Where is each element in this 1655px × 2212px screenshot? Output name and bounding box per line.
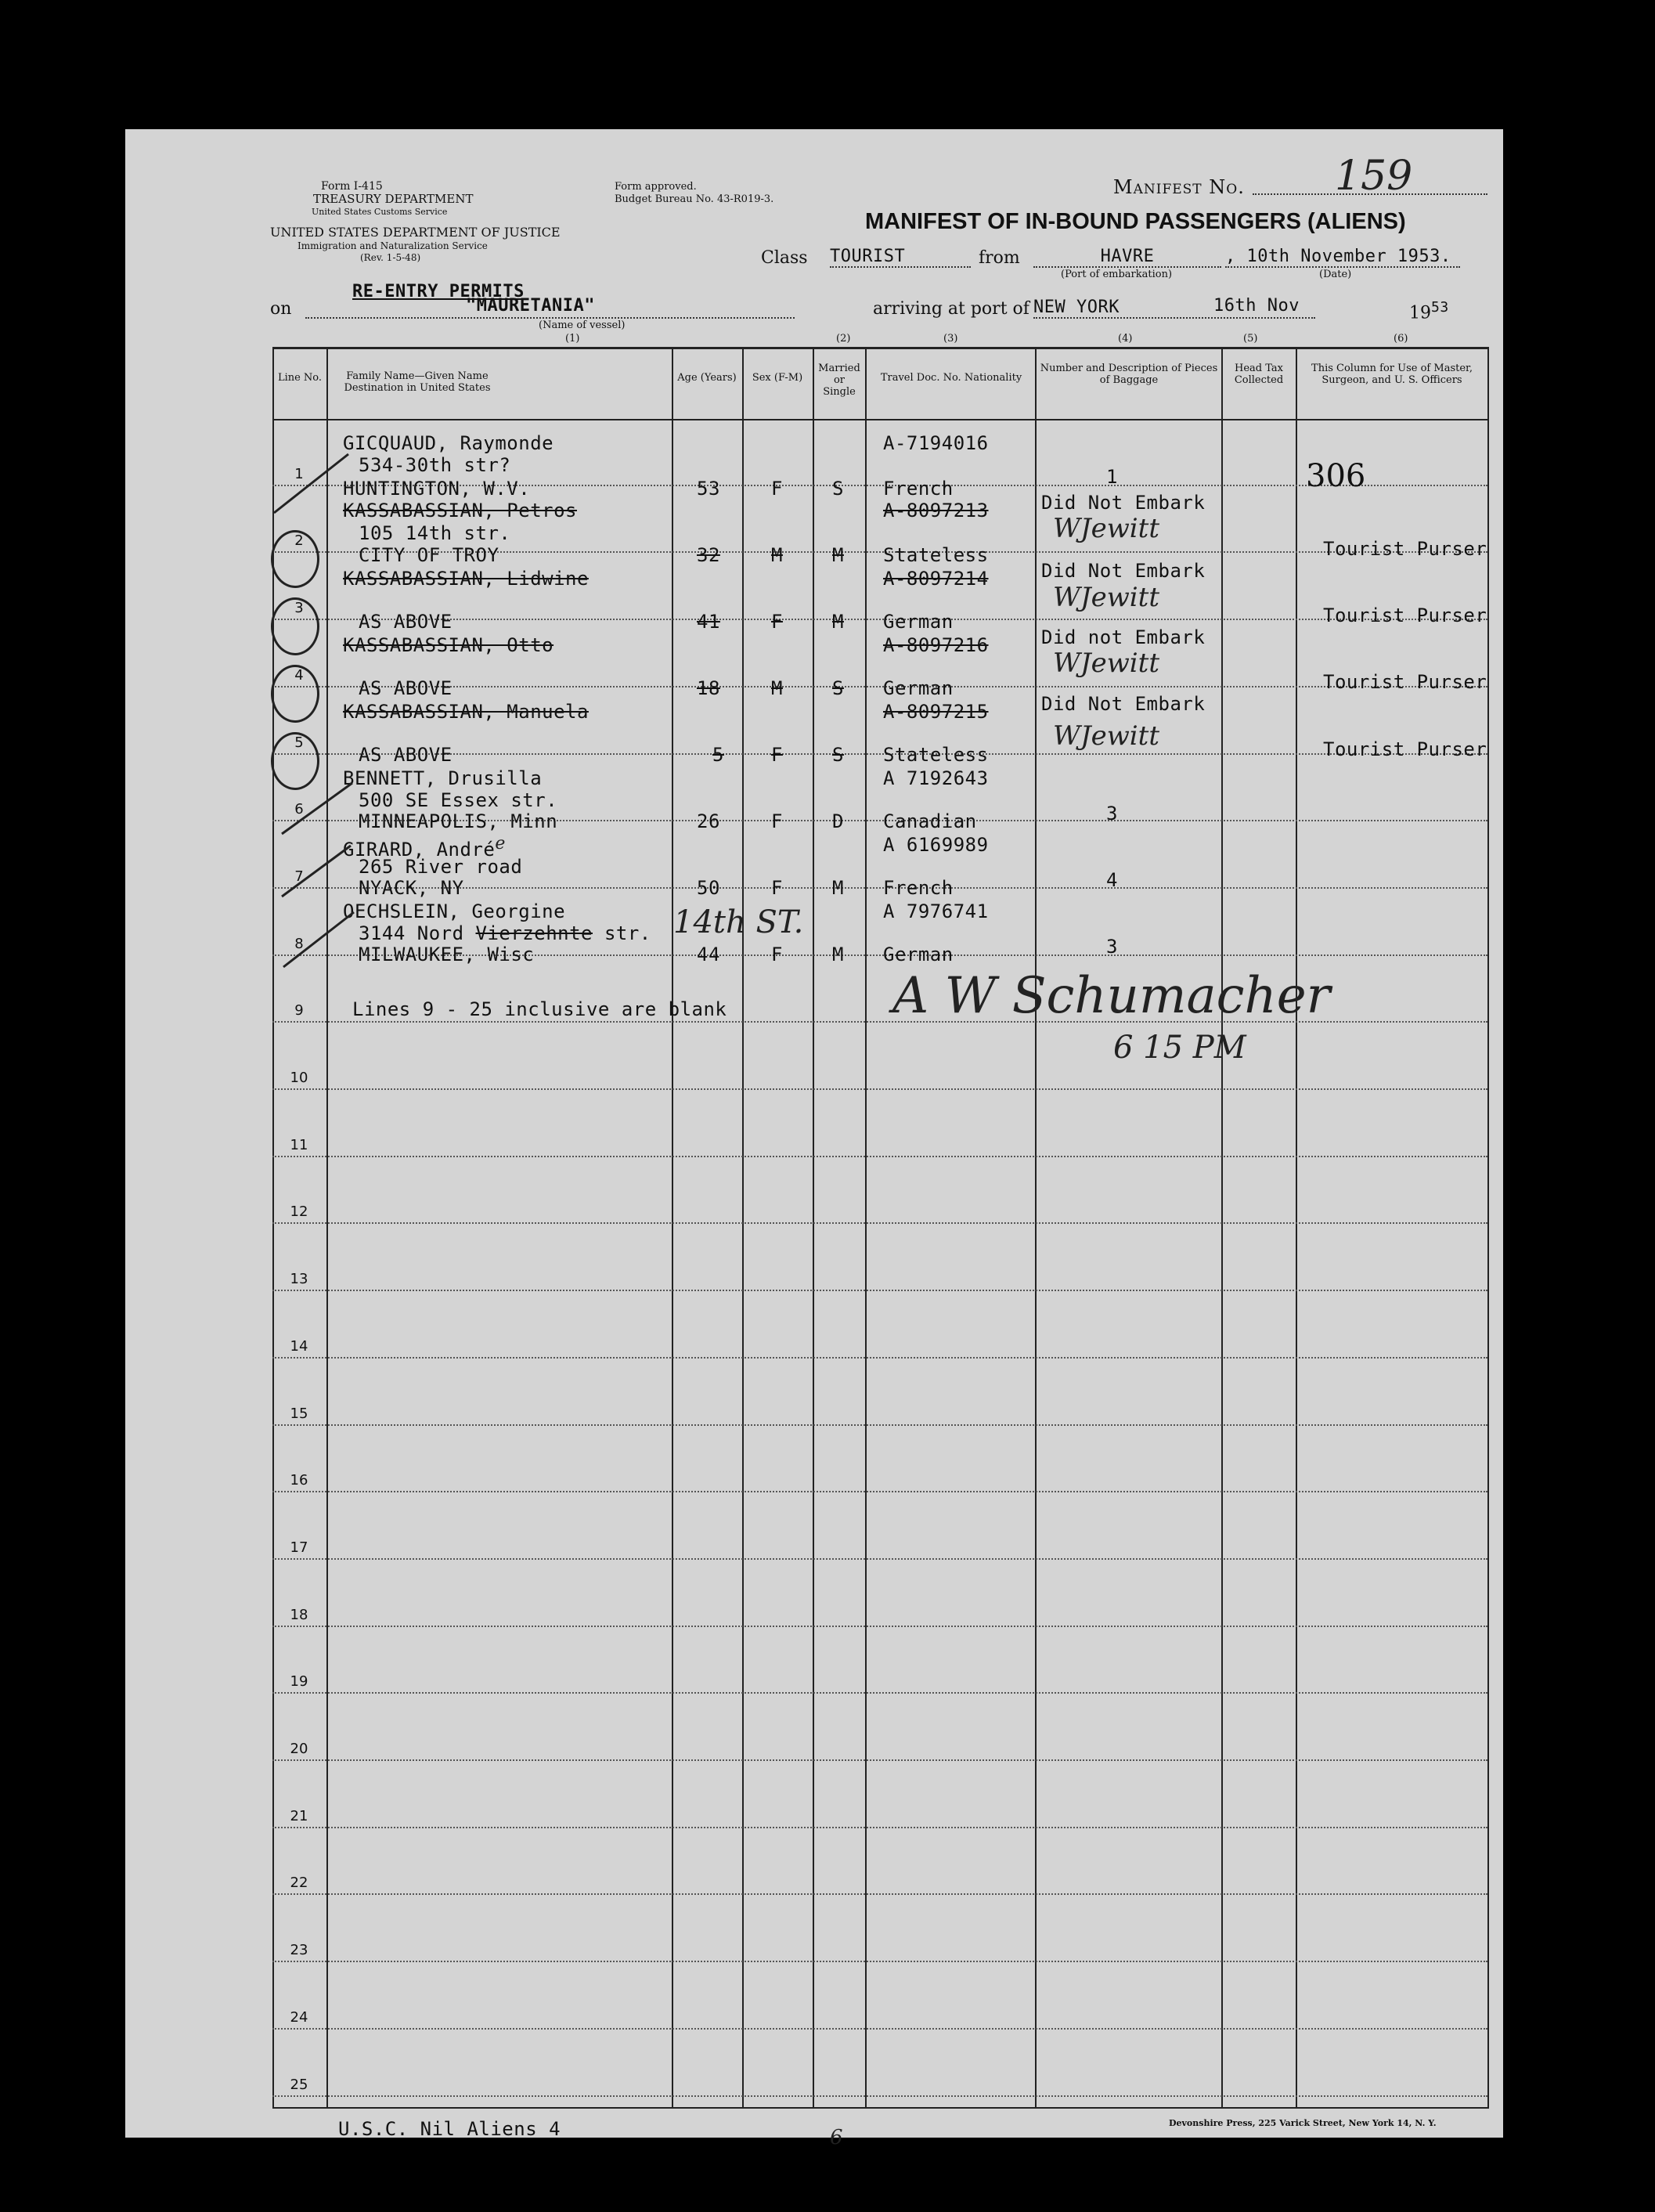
- row-6-sex: F: [771, 810, 783, 832]
- row-separator: [272, 686, 1487, 687]
- line-number: 2: [294, 532, 304, 550]
- row-4-sex: M: [771, 677, 783, 699]
- line-number: 4: [294, 666, 304, 684]
- row-5-married: S: [832, 744, 844, 766]
- row-1-destination: HUNTINGTON, W.V.: [343, 478, 531, 500]
- col-rule: [1296, 347, 1297, 2109]
- row-separator: [272, 1088, 1487, 1090]
- col-rule: [1035, 347, 1037, 2109]
- line-number: 13: [290, 1271, 308, 1288]
- row-8-addr-struck: Vierzehnte: [475, 922, 593, 944]
- re-entry-permits: RE-ENTRY PERMITS: [352, 282, 525, 301]
- header-bottom-rule: [272, 419, 1487, 420]
- row-7-nationality: French: [883, 877, 954, 899]
- row-1-age: 53: [697, 478, 720, 500]
- row-4-baggage: Did not Embark: [1041, 626, 1206, 648]
- row-2-officer: Tourist Purser: [1323, 538, 1487, 560]
- table-bottom-rule: [272, 2107, 1487, 2109]
- row-separator: [272, 1759, 1487, 1761]
- date-year: 53: [1419, 247, 1440, 266]
- row-2-doc: A-8097213: [883, 500, 989, 521]
- row-4-destination: AS ABOVE: [359, 677, 453, 699]
- footer-mark: 6: [830, 2126, 843, 2149]
- line-number: 9: [294, 1002, 304, 1019]
- line-number: 11: [290, 1136, 308, 1153]
- manifest-page: [125, 129, 1503, 2149]
- row-separator: [272, 1357, 1487, 1359]
- line-number: 3: [294, 600, 304, 617]
- row-2-initials: WJewitt: [1053, 513, 1159, 544]
- line-number: 14: [290, 1337, 308, 1355]
- col-num-6: (6): [1394, 333, 1408, 345]
- col-header-name: Family Name—Given Name Destination in United States: [344, 370, 491, 394]
- row-8-destination: MILWAUKEE, Wisc: [359, 944, 535, 965]
- row-5-nationality: Stateless: [883, 744, 989, 766]
- footer-note: U.S.C. Nil Aliens 4: [338, 2118, 561, 2140]
- line-number: 5: [294, 734, 304, 751]
- row-1-address: 534-30th str?: [359, 454, 511, 476]
- row-7-address: 265 River road: [359, 856, 523, 878]
- dept-treasury: TREASURY DEPARTMENT: [313, 192, 474, 206]
- col-num-2: (2): [836, 333, 851, 345]
- signature-time: 6 15 PM: [1113, 1030, 1246, 1066]
- row-2-age: 32: [697, 544, 720, 566]
- row-2-destination: CITY OF TROY: [359, 544, 499, 566]
- line-number: 19: [290, 1673, 308, 1691]
- signature: A W Schumacher: [892, 967, 1331, 1025]
- revision: (Rev. 1-5-48): [360, 252, 421, 263]
- row-1-officer: 306: [1306, 458, 1366, 494]
- table-top-rule: [272, 347, 1487, 349]
- year-suffix: 53: [1431, 299, 1449, 316]
- row-8-addr-keep: Nord: [416, 922, 464, 944]
- row-6-name: BENNETT, Drusilla: [343, 767, 543, 789]
- vessel-line: [305, 317, 795, 319]
- row-2-nationality: Stateless: [883, 544, 989, 566]
- date-text: 10th November 19: [1246, 247, 1419, 266]
- row-separator: [272, 1222, 1487, 1224]
- line-number: 22: [290, 1875, 308, 1892]
- from-label: from: [979, 248, 1020, 268]
- row-6-age: 26: [697, 810, 720, 832]
- line-number: 1: [294, 465, 304, 482]
- row-4-name: KASSABASSIAN, Otto: [343, 634, 554, 656]
- row-4-age: 18: [697, 677, 720, 699]
- row-2-name: KASSABASSIAN, Petros: [343, 500, 577, 521]
- class-value: TOURIST: [830, 247, 971, 268]
- row-8-address: [359, 922, 651, 944]
- from-value: HAVRE: [1033, 247, 1221, 268]
- col-header-headtax: Head Tax Collected: [1234, 363, 1284, 386]
- row-separator: [272, 1290, 1487, 1291]
- line-number: 24: [290, 2008, 308, 2026]
- row-separator: [272, 1156, 1487, 1157]
- check-mark-8: [283, 912, 354, 967]
- check-mark-6: [282, 783, 352, 834]
- row-1-sex: F: [771, 478, 783, 500]
- line-number: 20: [290, 1741, 308, 1757]
- col-rule: [813, 347, 814, 2109]
- row-6-destination: MINNEAPOLIS, Minn: [359, 810, 558, 832]
- row-2-married: M: [832, 544, 844, 566]
- row-3-destination: AS ABOVE: [359, 611, 453, 633]
- line-number: 25: [290, 2076, 308, 2093]
- row-5-officer: Tourist Purser: [1323, 738, 1487, 760]
- row-2-address: 105 14th str.: [359, 522, 511, 544]
- row-8-doc: A 7976741: [883, 900, 989, 922]
- col-header-age: Age (Years): [677, 372, 737, 384]
- row-5-name: KASSABASSIAN, Manuela: [343, 701, 589, 723]
- col-num-4: (4): [1118, 333, 1133, 345]
- col-header-sex: Sex (F-M): [752, 372, 803, 384]
- row-6-nationality: Canadian: [883, 810, 977, 832]
- row-8-sex: F: [771, 944, 783, 965]
- row-6-married: D: [832, 810, 844, 832]
- col-rule: [1221, 347, 1223, 2109]
- line-number: 17: [290, 1539, 308, 1556]
- on-label: on: [270, 299, 292, 319]
- row-7-name-hand: e: [495, 834, 506, 853]
- line-number: 16: [290, 1472, 308, 1489]
- line-number: 15: [290, 1405, 308, 1422]
- row-separator: [272, 619, 1487, 620]
- row-separator: [272, 1961, 1487, 1962]
- col-num-3: (3): [943, 333, 958, 345]
- row-separator: [272, 1558, 1487, 1560]
- page-title: MANIFEST OF IN-BOUND PASSENGERS (ALIENS): [865, 209, 1406, 234]
- row-8-addr-num: 3144: [359, 922, 406, 944]
- row-separator: [272, 1827, 1487, 1828]
- row-6-doc: A 7192643: [883, 767, 989, 789]
- row-3-name: KASSABASSIAN, Lidwine: [343, 568, 589, 590]
- row-separator: [272, 1692, 1487, 1694]
- row-8-addr-end: str.: [604, 922, 651, 944]
- date-value: , 10th November 1953.: [1225, 247, 1460, 268]
- row-5-destination: AS ABOVE: [359, 744, 453, 766]
- row-separator: [272, 1491, 1487, 1492]
- col-num-5: (5): [1243, 333, 1258, 345]
- row-8-baggage: 3: [1106, 936, 1118, 958]
- row-6-baggage: 3: [1106, 803, 1118, 825]
- row-3-officer: Tourist Purser: [1323, 604, 1487, 626]
- row-5-age: 5: [712, 744, 724, 766]
- row-1-baggage: 1: [1106, 466, 1118, 488]
- row-8-addr-hand: 14th ST.: [673, 904, 804, 940]
- row-8-age: 44: [697, 944, 720, 965]
- check-mark-7: [282, 846, 351, 897]
- printer-credit: Devonshire Press, 225 Varick Street, New York 14, N. Y.: [1169, 2118, 1437, 2128]
- row-4-doc: A-8097216: [883, 634, 989, 656]
- vessel-name: "MAURETANIA": [466, 296, 595, 316]
- class-label: Class: [761, 248, 808, 268]
- row-8-name: OECHSLEIN, Georgine: [343, 900, 566, 922]
- row-4-initials: WJewitt: [1053, 648, 1159, 679]
- row-7-name-text: GIRARD, André: [343, 839, 496, 861]
- form-id: Form I-415: [321, 180, 383, 193]
- row-5-doc: A-8097215: [883, 701, 989, 723]
- row-3-married: M: [832, 611, 844, 633]
- row-8-nationality: German: [883, 944, 954, 965]
- line-number: 6: [294, 801, 304, 818]
- col-header-travel: Travel Doc. No. Nationality: [880, 372, 1022, 384]
- row-5-initials: WJewitt: [1053, 720, 1159, 752]
- col-rule: [672, 347, 673, 2109]
- row-separator: [272, 2095, 1487, 2097]
- row-5-sex: F: [771, 744, 783, 766]
- row-1-nationality: French: [883, 478, 954, 500]
- line-number: 12: [290, 1203, 308, 1221]
- row-separator: [272, 1893, 1487, 1895]
- arrival-port: NEW YORK: [1033, 298, 1315, 319]
- col-rule: [742, 347, 744, 2109]
- year-prefix: 19: [1409, 303, 1431, 323]
- col-header-officers: This Column for Use of Master, Surgeon, and U. S. Officers: [1311, 363, 1473, 386]
- col-rule: [1487, 347, 1489, 2109]
- line-number: 10: [290, 1070, 308, 1086]
- row-3-age: 41: [697, 611, 720, 633]
- row-4-officer: Tourist Purser: [1323, 671, 1487, 693]
- row-4-nationality: German: [883, 677, 954, 699]
- line-number: 23: [290, 1942, 308, 1959]
- row-7-married: M: [832, 877, 844, 899]
- line-number: 18: [290, 1606, 308, 1623]
- row-7-destination: NYACK, NY: [359, 877, 464, 899]
- row-3-nationality: German: [883, 611, 954, 633]
- line-number: 8: [294, 935, 304, 952]
- row-separator: [272, 2028, 1487, 2030]
- blank-lines-note: Lines 9 - 25 inclusive are blank: [352, 998, 727, 1020]
- row-7-age: 50: [697, 877, 720, 899]
- date-caption: (Date): [1319, 269, 1352, 280]
- col-header-line: Line No.: [277, 372, 323, 384]
- line-number: 7: [294, 868, 304, 885]
- check-marks: [266, 427, 360, 991]
- row-1-name: GICQUAUD, Raymonde: [343, 432, 554, 454]
- row-2-baggage: Did Not Embark: [1041, 492, 1206, 514]
- row-3-initials: WJewitt: [1053, 582, 1159, 613]
- row-1-doc: A-7194016: [883, 432, 989, 454]
- row-5-baggage: Did Not Embark: [1041, 693, 1206, 715]
- line-number: 21: [290, 1807, 308, 1824]
- row-2-sex: M: [771, 544, 783, 566]
- arrival-date: 16th Nov: [1213, 296, 1300, 316]
- check-mark-1: [274, 454, 348, 513]
- row-3-doc: A-8097214: [883, 568, 989, 590]
- arrival-year: [1409, 299, 1449, 323]
- row-3-sex: F: [771, 611, 783, 633]
- ins-service: Immigration and Naturalization Service: [297, 240, 488, 251]
- port-caption: (Port of embarkation): [1061, 269, 1173, 280]
- customs-service: United States Customs Service: [312, 207, 448, 217]
- row-3-baggage: Did Not Embark: [1041, 560, 1206, 582]
- row-7-sex: F: [771, 877, 783, 899]
- row-7-baggage: 4: [1106, 869, 1118, 891]
- row-8-married: M: [832, 944, 844, 965]
- manifest-no: 159: [1335, 153, 1413, 200]
- vessel-caption: (Name of vessel): [539, 319, 626, 331]
- form-approved: Form approved.: [615, 181, 697, 193]
- manifest-no-label: Manifest No.: [1113, 176, 1245, 198]
- row-1-married: S: [832, 478, 844, 500]
- col-rule: [865, 347, 867, 2109]
- row-separator: [272, 753, 1487, 755]
- col-header-baggage: Number and Description of Pieces of Baggage: [1040, 363, 1218, 386]
- row-separator: [272, 1626, 1487, 1627]
- row-7-doc: A 6169989: [883, 834, 989, 856]
- col-header-married: Married or Single: [818, 363, 860, 398]
- row-6-address: 500 SE Essex str.: [359, 789, 558, 811]
- row-4-married: S: [832, 677, 844, 699]
- arriving-label: arriving at port of: [873, 299, 1029, 319]
- dept-justice: UNITED STATES DEPARTMENT OF JUSTICE: [270, 225, 561, 240]
- col-num-1: (1): [565, 333, 580, 345]
- budget-bureau: Budget Bureau No. 43-R019-3.: [615, 193, 774, 205]
- row-separator: [272, 1424, 1487, 1426]
